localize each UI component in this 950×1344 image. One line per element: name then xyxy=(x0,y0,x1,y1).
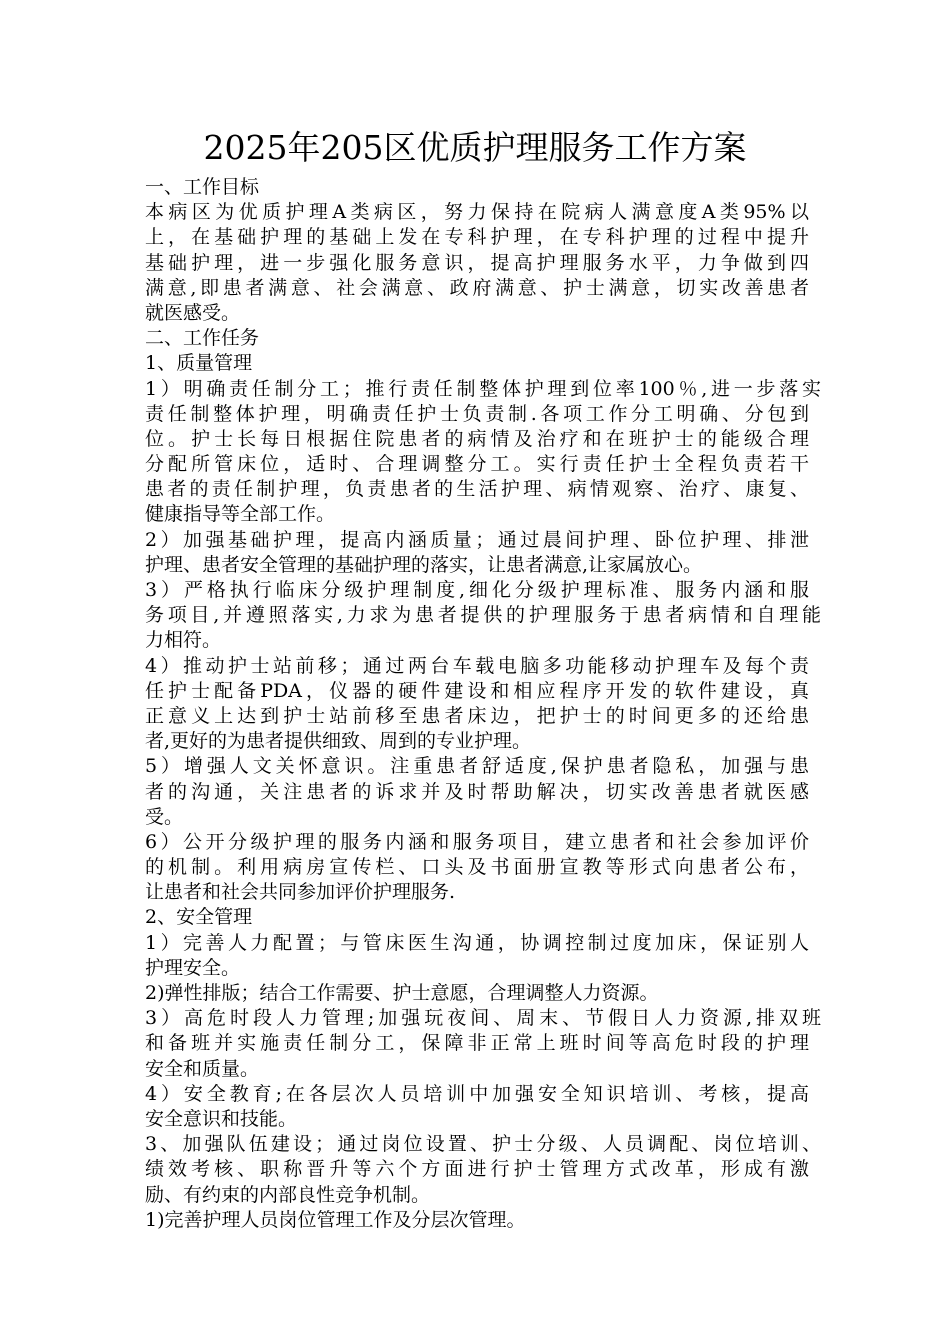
paragraph-line: 受。 xyxy=(145,805,184,828)
paragraph-line: 责任制整体护理，明确责任护士负责制.各项工作分工明确、分包到 xyxy=(145,402,809,425)
paragraph-line: 患者的责任制护理，负责患者的生活护理、病情观察、治疗、康复、 xyxy=(145,478,809,501)
paragraph-line: 安全和质量。 xyxy=(145,1057,260,1080)
paragraph-line: 绩效考核、职称晋升等六个方面进行护士管理方式改革，形成有激 xyxy=(145,1158,809,1181)
paragraph-line: 者的沟通，关注患者的诉求并及时帮助解决，切实改善患者就医感 xyxy=(145,780,809,803)
paragraph-line: 6）公开分级护理的服务内涵和服务项目，建立患者和社会参加评价 xyxy=(145,830,809,853)
paragraph-line: 安全意识和技能。 xyxy=(145,1107,298,1130)
paragraph xyxy=(145,1208,825,1233)
paragraph-line: 健康指导等全部工作。 xyxy=(145,503,336,526)
paragraph xyxy=(145,578,825,654)
paragraph-line: 护理安全。 xyxy=(145,956,241,979)
paragraph-line: 本病区为优质护理A类病区，努力保持在院病人满意度A类95%以 xyxy=(145,201,809,224)
paragraph xyxy=(145,175,825,200)
paragraph-line: 上，在基础护理的基础上发在专科护理，在专科护理的过程中提升 xyxy=(145,226,809,249)
paragraph xyxy=(145,200,825,326)
paragraph xyxy=(145,528,825,578)
paragraph-line: 5）增强人文关怀意识。注重患者舒适度,保护患者隐私，加强与患 xyxy=(145,755,809,778)
paragraph-line: 务项目,并遵照落实,力求为患者提供的护理服务于患者病情和自理能 xyxy=(145,604,821,627)
paragraph-line: 2)弹性排版；结合工作需要、护士意愿，合理调整人力资源。 xyxy=(145,982,659,1004)
paragraph-line: 就医感受。 xyxy=(145,301,241,324)
paragraph-line: 1）完善人力配置；与管床医生沟通，协调控制过度加床，保证别人 xyxy=(145,931,809,954)
paragraph-line: 1、质量管理 xyxy=(145,352,253,375)
document-body xyxy=(145,175,825,1233)
paragraph-line: 二、工作任务 xyxy=(145,327,260,350)
paragraph-line: 一、工作目标 xyxy=(145,176,260,198)
paragraph-line: 3）严格执行临床分级护理制度,细化分级护理标准、服务内涵和服 xyxy=(145,579,809,601)
paragraph-line: 2、安全管理 xyxy=(145,906,253,929)
paragraph xyxy=(145,1082,825,1132)
paragraph xyxy=(145,377,825,528)
paragraph-line: 1）明确责任制分工；推行责任制整体护理到位率100％,进一步落实 xyxy=(145,377,821,400)
paragraph-line: 正意义上达到护士站前移至患者床边，把护士的时间更多的还给患 xyxy=(145,704,809,727)
document-title: 2025年205区优质护理服务工作方案 xyxy=(203,128,747,167)
paragraph xyxy=(145,830,825,906)
paragraph xyxy=(145,326,825,351)
paragraph xyxy=(145,1006,825,1082)
paragraph-line: 1)完善护理人员岗位管理工作及分层次管理。 xyxy=(145,1208,526,1231)
paragraph-line: 者,更好的为患者提供细致、周到的专业护理。 xyxy=(145,730,532,753)
paragraph xyxy=(145,1132,825,1208)
paragraph xyxy=(145,905,825,930)
paragraph-line: 3、加强队伍建设；通过岗位设置、护士分级、人员调配、岗位培训、 xyxy=(145,1133,821,1156)
paragraph-line: 分配所管床位，适时、合理调整分工。实行责任护士全程负责若干 xyxy=(145,453,809,476)
paragraph xyxy=(145,351,825,376)
paragraph-line: 满意,即患者满意、社会满意、政府满意、护士满意，切实改善患者 xyxy=(145,276,809,299)
paragraph-line: 4）安全教育;在各层次人员培训中加强安全知识培训、考核，提高 xyxy=(145,1082,809,1105)
paragraph-line: 力相符。 xyxy=(145,629,222,652)
paragraph-line: 护理、患者安全管理的基础护理的落实，让患者满意,让家属放心。 xyxy=(145,553,703,576)
paragraph-line: 基础护理，进一步强化服务意识，提高护理服务水平，力争做到四 xyxy=(145,251,809,274)
paragraph-line: 和备班并实施责任制分工，保障非正常上班时间等高危时段的护理 xyxy=(145,1032,809,1055)
paragraph-line: 位。护士长每日根据住院患者的病情及治疗和在班护士的能级合理 xyxy=(145,427,809,450)
paragraph-line: 2）加强基础护理，提高内涵质量；通过晨间护理、卧位护理、排泄 xyxy=(145,528,809,551)
paragraph-line: 3）高危时段人力管理;加强玩夜间、周末、节假日人力资源,排双班 xyxy=(145,1007,821,1030)
paragraph-line: 任护士配备PDA，仪器的硬件建设和相应程序开发的软件建设，真 xyxy=(145,679,809,702)
paragraph-line: 4）推动护士站前移；通过两台车载电脑多功能移动护理车及每个责 xyxy=(145,654,809,677)
paragraph xyxy=(145,981,825,1006)
paragraph-line: 让患者和社会共同参加评价护理服务. xyxy=(145,881,456,904)
paragraph xyxy=(145,931,825,981)
paragraph-line: 的机制。利用病房宣传栏、口头及书面册宣教等形式向患者公布， xyxy=(145,856,809,879)
paragraph xyxy=(145,754,825,830)
paragraph-line: 励、有约束的内部良性竞争机制。 xyxy=(145,1183,431,1206)
paragraph xyxy=(145,654,825,755)
